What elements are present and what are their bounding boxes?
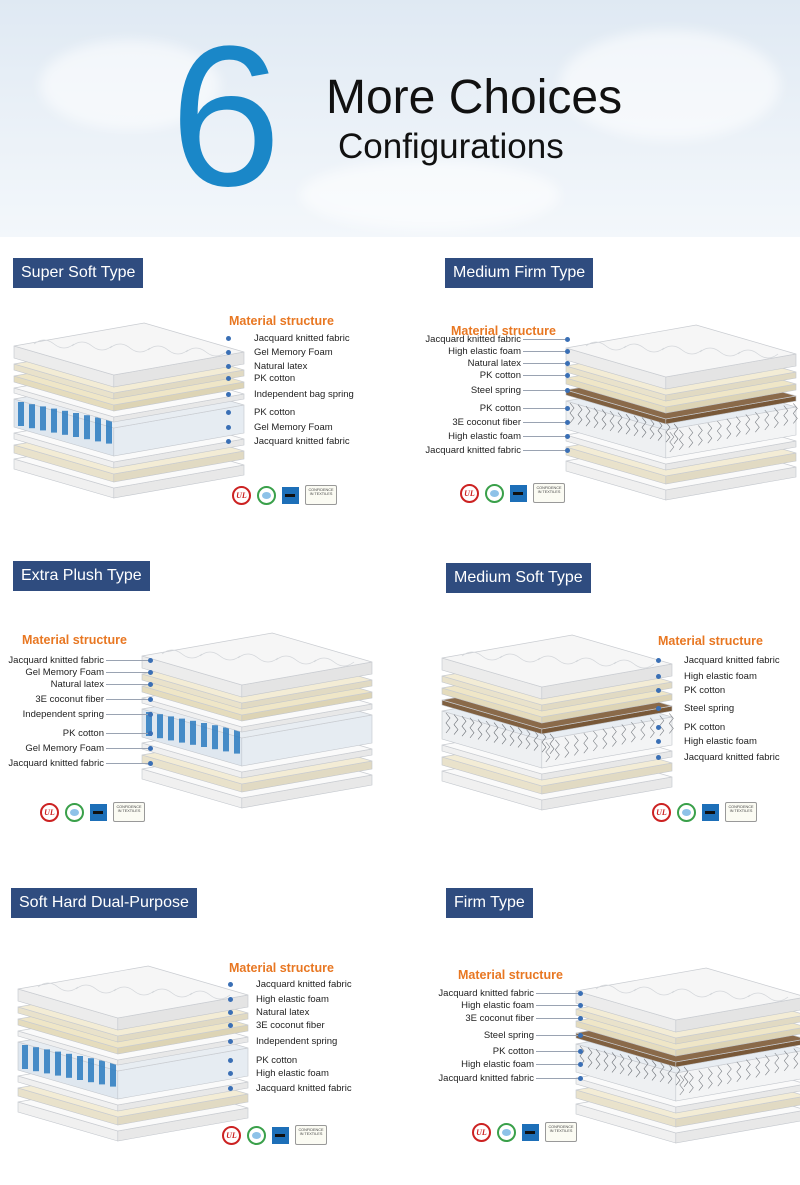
leader-line (523, 363, 565, 364)
eco-certification-icon (65, 803, 84, 822)
mattress-diagram (142, 593, 382, 783)
layer-label: High elastic foam (256, 1068, 329, 1079)
leader-dot (226, 336, 231, 341)
leader-dot (565, 434, 570, 439)
certification-logos (222, 1125, 327, 1145)
layer-label: High elastic foam (461, 1059, 534, 1070)
layer-label: Jacquard knitted fabric (438, 988, 534, 999)
ul-logo-icon: UL (232, 486, 251, 505)
leader-line (106, 714, 148, 715)
fire-safety-icon (90, 804, 107, 821)
leader-dot (565, 420, 570, 425)
hero-number: 6 (170, 5, 282, 228)
layer-label: PK cotton (492, 1046, 534, 1057)
leader-dot (148, 761, 153, 766)
panel-extra-plush (0, 547, 400, 857)
leader-line (523, 390, 565, 391)
leader-dot (228, 1023, 233, 1028)
leader-dot (226, 350, 231, 355)
layer-label: Independent spring (256, 1036, 338, 1047)
layer-label: Independent spring (22, 709, 104, 720)
layer-label: Jacquard knitted fabric (684, 655, 780, 666)
leader-line (536, 993, 578, 994)
material-structure-title: Material structure (458, 968, 563, 982)
leader-dot (228, 1039, 233, 1044)
layer-label: Steel spring (483, 1030, 534, 1041)
layer-label: Natural latex (467, 358, 521, 369)
leader-dot (565, 406, 570, 411)
type-label: Medium Firm Type (445, 258, 593, 288)
layer-label: Natural latex (50, 679, 104, 690)
leader-dot (226, 364, 231, 369)
leader-dot (148, 712, 153, 717)
layer-label: Gel Memory Foam (254, 422, 333, 433)
leader-dot (226, 425, 231, 430)
layer-label: Gel Memory Foam (254, 347, 333, 358)
leader-line (536, 1018, 578, 1019)
leader-line (106, 748, 148, 749)
layer-label: PK cotton (62, 728, 104, 739)
layer-label: Jacquard knitted fabric (438, 1073, 534, 1084)
leader-line (106, 684, 148, 685)
leader-dot (565, 388, 570, 393)
leader-dot (578, 1049, 583, 1054)
layer-label: Gel Memory Foam (25, 667, 104, 678)
material-structure-title: Material structure (229, 314, 334, 328)
layer-label: High elastic foam (448, 346, 521, 357)
fire-safety-icon (272, 1127, 289, 1144)
layer-label: PK cotton (479, 403, 521, 414)
oeko-tex-logo-icon: CONFIDENCE IN TEXTILES (725, 802, 757, 822)
panel-medium-soft (400, 547, 800, 857)
fire-safety-icon (702, 804, 719, 821)
fire-safety-icon (282, 487, 299, 504)
leader-line (523, 450, 565, 451)
oeko-tex-logo-icon: CONFIDENCE IN TEXTILES (295, 1125, 327, 1145)
leader-line (536, 1035, 578, 1036)
leader-line (536, 1078, 578, 1079)
eco-certification-icon (497, 1123, 516, 1142)
leader-line (106, 733, 148, 734)
layer-label: Jacquard knitted fabric (254, 333, 350, 344)
leader-line (536, 1051, 578, 1052)
eco-certification-icon (257, 486, 276, 505)
fire-safety-icon (510, 485, 527, 502)
leader-dot (226, 439, 231, 444)
layer-label: Gel Memory Foam (25, 743, 104, 754)
certification-logos (472, 1122, 577, 1142)
leader-dot (565, 349, 570, 354)
leader-dot (656, 755, 661, 760)
layer-label: High elastic foam (684, 736, 757, 747)
mattress-diagram (14, 283, 254, 473)
leader-dot (565, 361, 570, 366)
eco-certification-icon (677, 803, 696, 822)
leader-line (523, 351, 565, 352)
leader-dot (578, 991, 583, 996)
leader-dot (148, 697, 153, 702)
layer-label: Steel spring (470, 385, 521, 396)
panel-soft-hard-dual (0, 870, 400, 1180)
hero-banner (0, 0, 800, 237)
ul-logo-icon: UL (472, 1123, 491, 1142)
certification-logos (40, 802, 145, 822)
mattress-diagram (18, 926, 258, 1116)
oeko-tex-logo-icon: CONFIDENCE IN TEXTILES (533, 483, 565, 503)
layer-label: PK cotton (254, 373, 296, 384)
leader-dot (226, 410, 231, 415)
fire-safety-icon (522, 1124, 539, 1141)
ul-logo-icon: UL (460, 484, 479, 503)
leader-dot (226, 376, 231, 381)
panel-super-soft (0, 237, 400, 547)
leader-dot (148, 682, 153, 687)
leader-line (536, 1005, 578, 1006)
leader-dot (656, 674, 661, 679)
layer-label: Jacquard knitted fabric (425, 445, 521, 456)
eco-certification-icon (485, 484, 504, 503)
layer-label: Jacquard knitted fabric (256, 979, 352, 990)
leader-line (106, 763, 148, 764)
leader-dot (565, 373, 570, 378)
layer-label: Independent bag spring (254, 389, 354, 400)
leader-line (536, 1064, 578, 1065)
type-label: Soft Hard Dual-Purpose (11, 888, 197, 918)
leader-dot (148, 658, 153, 663)
leader-dot (228, 1071, 233, 1076)
layer-label: PK cotton (684, 685, 726, 696)
leader-dot (148, 670, 153, 675)
layer-label: Jacquard knitted fabric (256, 1083, 352, 1094)
leader-dot (228, 1058, 233, 1063)
leader-dot (656, 725, 661, 730)
eco-certification-icon (247, 1126, 266, 1145)
leader-dot (656, 706, 661, 711)
layer-label: PK cotton (256, 1055, 298, 1066)
ul-logo-icon: UL (222, 1126, 241, 1145)
certification-logos (460, 483, 565, 503)
leader-dot (148, 731, 153, 736)
ul-logo-icon: UL (652, 803, 671, 822)
layer-label: PK cotton (479, 370, 521, 381)
material-structure-title: Material structure (451, 324, 556, 338)
material-structure-title: Material structure (229, 961, 334, 975)
leader-dot (228, 1010, 233, 1015)
layer-label: Natural latex (254, 361, 308, 372)
layer-label: Jacquard knitted fabric (8, 655, 104, 666)
type-label: Extra Plush Type (13, 561, 150, 591)
layer-label: High elastic foam (684, 671, 757, 682)
layer-label: 3E coconut fiber (452, 417, 521, 428)
layer-label: High elastic foam (256, 994, 329, 1005)
leader-dot (578, 1016, 583, 1021)
leader-dot (228, 1086, 233, 1091)
leader-line (523, 375, 565, 376)
layer-label: Jacquard knitted fabric (425, 334, 521, 345)
leader-line (523, 339, 565, 340)
type-label: Firm Type (446, 888, 533, 918)
layer-label: PK cotton (684, 722, 726, 733)
layer-label: 3E coconut fiber (256, 1020, 325, 1031)
mattress-diagram (442, 595, 682, 785)
leader-dot (565, 448, 570, 453)
mattress-diagram (566, 285, 800, 475)
layer-label: Jacquard knitted fabric (684, 752, 780, 763)
leader-dot (148, 746, 153, 751)
panel-firm (400, 870, 800, 1180)
hero-subtitle: Configurations (338, 127, 564, 166)
leader-dot (578, 1003, 583, 1008)
layer-label: Jacquard knitted fabric (8, 758, 104, 769)
mattress-diagram (576, 928, 800, 1118)
layer-label: Steel spring (684, 703, 735, 714)
leader-dot (578, 1076, 583, 1081)
leader-dot (656, 658, 661, 663)
ul-logo-icon: UL (40, 803, 59, 822)
certification-logos (232, 485, 337, 505)
leader-dot (578, 1062, 583, 1067)
leader-dot (228, 997, 233, 1002)
leader-line (523, 408, 565, 409)
certification-logos (652, 802, 757, 822)
leader-dot (228, 982, 233, 987)
layer-label: 3E coconut fiber (465, 1013, 534, 1024)
layer-label: High elastic foam (461, 1000, 534, 1011)
leader-line (523, 436, 565, 437)
leader-dot (565, 337, 570, 342)
layer-label: 3E coconut fiber (35, 694, 104, 705)
oeko-tex-logo-icon: CONFIDENCE IN TEXTILES (113, 802, 145, 822)
layer-label: PK cotton (254, 407, 296, 418)
leader-dot (226, 392, 231, 397)
leader-dot (656, 688, 661, 693)
layer-label: Jacquard knitted fabric (254, 436, 350, 447)
material-structure-title: Material structure (658, 634, 763, 648)
layer-label: High elastic foam (448, 431, 521, 442)
material-structure-title: Material structure (22, 633, 127, 647)
leader-line (523, 422, 565, 423)
hero-title: More Choices (326, 71, 623, 124)
leader-dot (578, 1033, 583, 1038)
type-label: Medium Soft Type (446, 563, 591, 593)
layer-label: Natural latex (256, 1007, 310, 1018)
panel-medium-firm (400, 237, 800, 547)
leader-dot (656, 739, 661, 744)
leader-line (106, 672, 148, 673)
leader-line (106, 699, 148, 700)
oeko-tex-logo-icon: CONFIDENCE IN TEXTILES (545, 1122, 577, 1142)
oeko-tex-logo-icon: CONFIDENCE IN TEXTILES (305, 485, 337, 505)
type-label: Super Soft Type (13, 258, 143, 288)
leader-line (106, 660, 148, 661)
